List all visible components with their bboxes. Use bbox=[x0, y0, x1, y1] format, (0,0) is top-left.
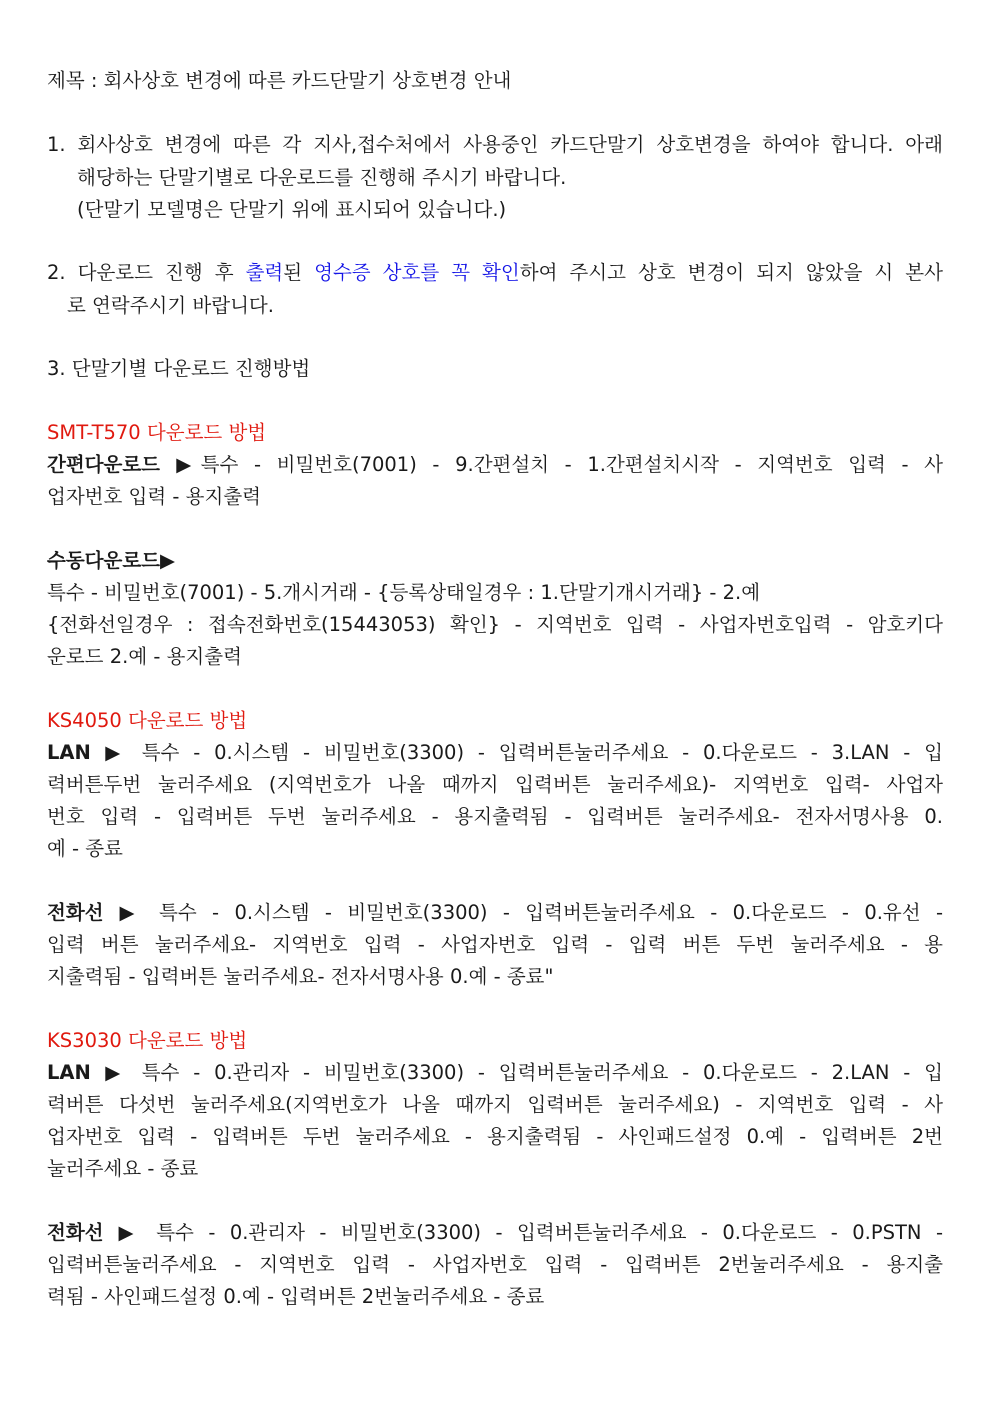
smt-heading: SMT-T570 다운로드 방법 bbox=[47, 421, 267, 444]
ks3030-tel-line2: 입력버튼눌러주세요 - 지역번호 입력 - 사업자번호 입력 - 입력버튼 2번눌러주세요 - 용지출 bbox=[47, 1253, 943, 1276]
ks3030-lan-label: LAN ▶ bbox=[47, 1061, 128, 1084]
ks3030-tel-line1 bbox=[47, 1219, 943, 1247]
ks3030-lan-text1: 특수 - 0.관리자 - 비밀번호(3300) - 입력버튼눌러주세요 - 0.다운로드 - 2.LAN - 입 bbox=[127, 1061, 944, 1084]
doc-title: 제목 : 회사상호 변경에 따른 카드단말기 상호변경 안내 bbox=[47, 69, 512, 92]
smt-manual-line1: 특수 - 비밀번호(7001) - 5.개시거래 - {등록상태일경우 : 1.단말기개시거래} - 2.예 bbox=[47, 581, 761, 604]
ks4050-lan-text1: 특수 - 0.시스템 - 비밀번호(3300) - 입력버튼눌러주세요 - 0.다운로드 - 3.LAN - 입 bbox=[127, 741, 944, 764]
item2-mid: 된 bbox=[283, 261, 315, 284]
ks3030-lan-line3: 업자번호 입력 - 입력버튼 두번 눌러주세요 - 용지출력됨 - 사인패드설정 0.예 - 입력버튼 2번 bbox=[47, 1125, 943, 1148]
ks3030-lan-line1 bbox=[47, 1059, 943, 1087]
item2-suffix: 하여 주시고 상호 변경이 되지 않았을 시 본사 bbox=[519, 261, 943, 284]
item2-highlight-receipt: 영수증 상호를 꼭 확인 bbox=[314, 261, 520, 284]
smt-easy-text1: 특수 - 비밀번호(7001) - 9.간편설치 - 1.간편설치시작 - 지역번호 입력 - 사 bbox=[200, 453, 943, 476]
ks4050-lan-line4: 예 - 종료 bbox=[47, 837, 123, 860]
item2-highlight-output: 출력 bbox=[245, 261, 284, 284]
ks3030-heading: KS3030 다운로드 방법 bbox=[47, 1029, 248, 1052]
ks4050-tel-line3: 지출력됨 - 입력버튼 눌러주세요- 전자서명사용 0.예 - 종료" bbox=[47, 965, 554, 988]
item2-line2: 로 연락주시기 바랍니다. bbox=[67, 294, 274, 317]
ks3030-lan-line2: 력버튼 다섯번 눌러주세요(지역번호가 나올 때까지 입력버튼 눌러주세요) - 지역번호 입력 - 사 bbox=[47, 1093, 943, 1116]
smt-manual-label: 수동다운로드▶ bbox=[47, 549, 176, 572]
item3: 3. 단말기별 다운로드 진행방법 bbox=[47, 357, 311, 380]
ks4050-tel-text1: 특수 - 0.시스템 - 비밀번호(3300) - 입력버튼눌러주세요 - 0.다운로드 - 0.유선 - bbox=[143, 901, 943, 924]
ks4050-tel-line1 bbox=[47, 899, 943, 927]
item1-line2: 해당하는 단말기별로 다운로드를 진행해 주시기 바랍니다. bbox=[77, 166, 567, 189]
ks4050-lan-line3: 번호 입력 - 입력버튼 두번 눌러주세요 - 용지출력됨 - 입력버튼 눌러주세요- 전자서명사용 0. bbox=[47, 805, 943, 828]
ks4050-lan-line1 bbox=[47, 739, 943, 767]
ks3030-tel-text1: 특수 - 0.관리자 - 비밀번호(3300) - 입력버튼눌러주세요 - 0.다운로드 - 0.PSTN - bbox=[141, 1221, 943, 1244]
ks4050-lan-label: LAN ▶ bbox=[47, 741, 128, 764]
smt-easy-line2: 업자번호 입력 - 용지출력 bbox=[47, 485, 262, 508]
smt-manual-line2: {전화선일경우 : 접속전화번호(15443053) 확인} - 지역번호 입력 - 사업자번호입력 - 암호키다 bbox=[47, 613, 943, 636]
ks3030-tel-line3: 력됨 - 사인패드설정 0.예 - 입력버튼 2번눌러주세요 - 종료 bbox=[47, 1285, 545, 1308]
ks3030-tel-label: 전화선 ▶ bbox=[47, 1221, 142, 1244]
smt-easy-line1 bbox=[47, 451, 943, 479]
ks4050-lan-line2: 력버튼두번 눌러주세요 (지역번호가 나올 때까지 입력버튼 눌러주세요)- 지역번호 입력- 사업자 bbox=[47, 773, 943, 796]
ks4050-tel-label: 전화선 ▶ bbox=[47, 901, 144, 924]
item1-line1: 1. 회사상호 변경에 따른 각 지사,접수처에서 사용중인 카드단말기 상호변경을 하여야 합니다. 아래 bbox=[47, 133, 943, 156]
ks4050-heading: KS4050 다운로드 방법 bbox=[47, 709, 248, 732]
smt-easy-label: 간편다운로드 ▶ bbox=[47, 453, 201, 476]
item1-line3: (단말기 모델명은 단말기 위에 표시되어 있습니다.) bbox=[77, 198, 507, 221]
ks4050-tel-line2: 입력 버튼 눌러주세요- 지역번호 입력 - 사업자번호 입력 - 입력 버튼 두번 눌러주세요 - 용 bbox=[47, 933, 943, 956]
ks3030-lan-line4: 눌러주세요 - 종료 bbox=[47, 1157, 199, 1180]
smt-manual-line3: 운로드 2.예 - 용지출력 bbox=[47, 645, 242, 668]
item2-line1 bbox=[47, 259, 943, 287]
item2-prefix: 2. 다운로드 진행 후 bbox=[47, 261, 246, 284]
